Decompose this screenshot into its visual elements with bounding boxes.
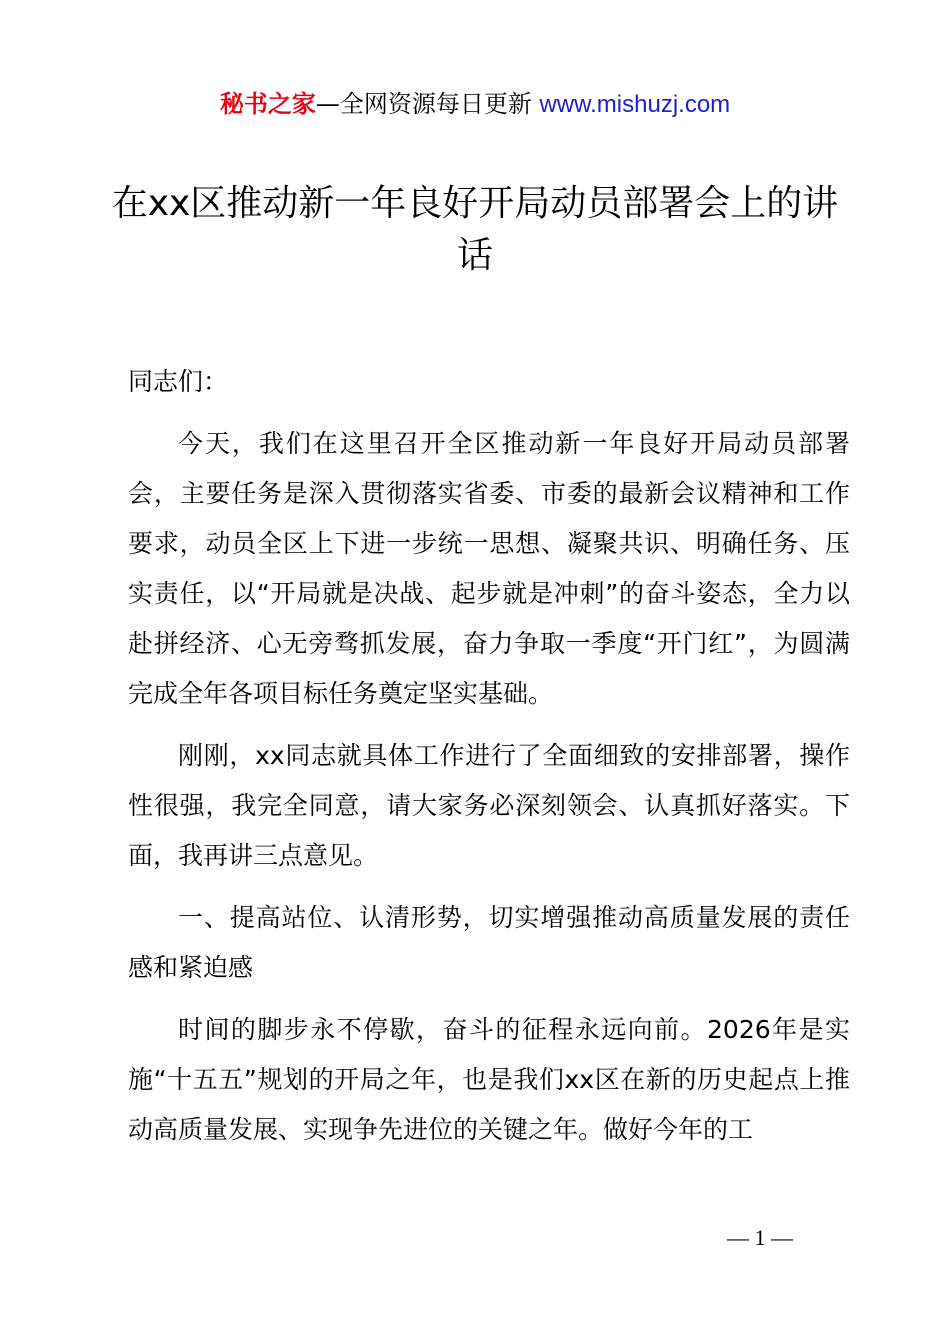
paragraph-arrangement: 刚刚，xx同志就具体工作进行了全面细致的安排部署，操作性很强，我完全同意，请大家务必深刻领会、认真抓好落实。下面，我再讲三点意见。: [128, 741, 850, 870]
section-paragraph: 时间的脚步永不停歇，奋斗的征程永远向前。2026年是实施“十五五”规划的开局之年，也是我们xx区在新的历史起点上推动高质量发展、实现争先进位的关键之年。做好今年的工: [128, 1015, 850, 1144]
section-heading: 一、提高站位、认清形势，切实增强推动高质量发展的责任感和紧迫感: [128, 903, 850, 982]
site-header: [0, 86, 950, 123]
document-title: 在xx区推动新一年良好开局动员部署会上的讲话: [111, 183, 839, 276]
page-number: — 1 —: [727, 1225, 793, 1250]
salutation: 同志们：: [128, 367, 229, 396]
site-url[interactable]: www.mishuzj.com: [539, 91, 731, 118]
paragraph-opening: 今天，我们在这里召开全区推动新一年良好开局动员部署会，主要任务是深入贯彻落实省委、市委的最新会议精神和工作要求，动员全区上下进一步统一思想、凝聚共识、明确任务、压实责任，以“开局就是决战、起步就是冲刺”的奋斗姿态，全力以赴拼经济、心无旁骛抓发展，奋力争取一季度“开门红”，为圆满完成全年各项目标任务奠定坚实基础。: [128, 429, 850, 708]
site-brand: 秘书之家: [219, 90, 316, 118]
site-slogan: —全网资源每日更新: [315, 90, 540, 118]
document-body: [128, 357, 850, 1167]
